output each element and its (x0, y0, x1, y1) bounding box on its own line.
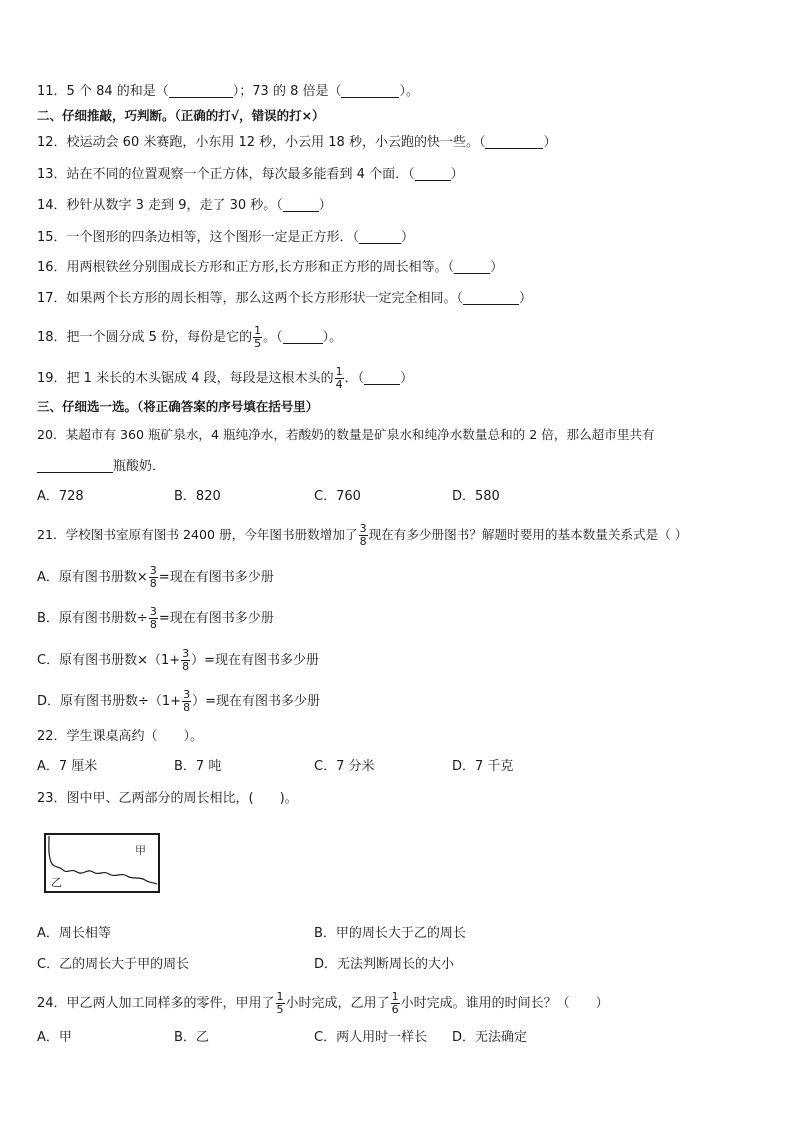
answer-blank[interactable] (37, 459, 113, 473)
question-14: 14．秒针从数字 3 走到 9，走了 30 秒。（ ） (37, 198, 332, 213)
option-c[interactable]: C．两人用时一样长 (314, 1030, 428, 1045)
answer-blank[interactable] (283, 330, 323, 344)
option-b[interactable]: B．7 吨 (174, 759, 222, 774)
answer-blank[interactable] (341, 84, 399, 98)
option-b[interactable]: B．原有图书册数÷ $\frac{3}{8}$ =现在有图书多少册 (37, 605, 274, 631)
answer-blank[interactable] (463, 291, 519, 305)
answer-blank[interactable] (283, 198, 319, 212)
question-22: 22．学生课桌高约（ ）。 (37, 729, 204, 744)
option-a[interactable]: A．728 (37, 489, 84, 504)
option-c[interactable]: C．乙的周长大于甲的周长 (37, 957, 190, 972)
answer-blank[interactable] (415, 167, 451, 181)
question-11: 11．5 个 84 的和是（ ）；73 的 8 倍是（ ）。 (37, 84, 419, 99)
question-20-continued: 瓶酸奶． (37, 458, 165, 476)
option-d[interactable]: D．原有图书册数÷（1+ $\frac{3}{8}$ ）=现在有图书多少册 (37, 688, 320, 714)
option-a[interactable]: A．7 厘米 (37, 759, 98, 774)
question-16: 16．用两根铁丝分别围成长方形和正方形,长方形和正方形的周长相等。（ ） (37, 260, 504, 275)
option-c[interactable]: C．原有图书册数×（1+ $\frac{3}{8}$ ）=现在有图书多少册 (37, 647, 320, 673)
question-19: 19．把 1 米长的木头锯成 4 段，每段是这根木头的 $\frac{1}{4}$ ．（ ） (37, 365, 414, 391)
question-12: 12．校运动会 60 米赛跑，小东用 12 秒，小云用 18 秒，小云跑的快一些。（ ） (37, 135, 557, 150)
option-d[interactable]: D．无法判断周长的大小 (314, 957, 455, 972)
option-d[interactable]: D．580 (452, 489, 500, 504)
perimeter-figure (43, 832, 161, 894)
question-24: 24．甲乙两人加工同样多的零件，甲用了 $\frac{1}{5}$ 小时完成，乙用了 $\frac{1}{6}$ 小时完成。谁用的时间长？（ ） (37, 990, 609, 1016)
question-21: 21．学校图书室原有图书 2400 册，今年图书册数增加了 $\frac{3}{8}$ 现在有多少册图书？解题时要用的基本数量关系式是（ ） (37, 522, 688, 548)
fraction: $\frac{1}{5}$ (276, 990, 284, 1016)
question-18: 18．把一个圆分成 5 份，每份是它的 $\frac{1}{5}$ 。（ ）。 (37, 324, 343, 350)
option-d[interactable]: D．无法确定 (452, 1030, 528, 1045)
option-d[interactable]: D．7 千克 (452, 759, 514, 774)
answer-blank[interactable] (169, 84, 233, 98)
fraction: $\frac{1}{5}$ (254, 324, 262, 350)
section-3-heading: 三、仔细选一选。（将正确答案的序号填在括号里） (37, 399, 319, 414)
answer-blank[interactable] (359, 230, 401, 244)
question-13: 13．站在不同的位置观察一个正方体，每次最多能看到 4 个面．（ ） (37, 167, 464, 182)
fraction: $\frac{1}{4}$ (335, 365, 343, 391)
section-2-heading: 二、仔细推敲，巧判断。（正确的打√，错误的打×） (37, 108, 325, 123)
question-17: 17．如果两个长方形的周长相等，那么这两个长方形形状一定完全相同。（ ） (37, 291, 533, 306)
option-b[interactable]: B．820 (174, 489, 221, 504)
question-15: 15．一个图形的四条边相等，这个图形一定是正方形．（ ） (37, 230, 415, 245)
fraction: $\frac{3}{8}$ (149, 564, 157, 590)
option-b[interactable]: B．甲的周长大于乙的周长 (314, 926, 466, 941)
label-yi: 乙 (51, 876, 62, 889)
perimeter-figure-drawing (43, 832, 161, 894)
answer-blank[interactable] (364, 371, 400, 385)
option-a[interactable]: A．甲 (37, 1030, 72, 1045)
option-c[interactable]: C．7 分米 (314, 759, 375, 774)
fraction: $\frac{1}{6}$ (391, 990, 399, 1016)
question-23: 23．图中甲、乙两部分的周长相比，( )。 (37, 791, 298, 806)
answer-blank[interactable] (454, 260, 490, 274)
option-c[interactable]: C．760 (314, 489, 361, 504)
fraction: $\frac{3}{8}$ (359, 522, 367, 548)
label-jia: 甲 (135, 844, 146, 857)
fraction: $\frac{3}{8}$ (149, 605, 157, 631)
question-20: 20．某超市有 360 瓶矿泉水，4 瓶纯净水，若酸奶的数量是矿泉水和纯净水数量总和的 2 倍，那么超市里共有 (37, 427, 655, 442)
option-a[interactable]: A．周长相等 (37, 926, 111, 941)
answer-blank[interactable] (485, 135, 543, 149)
option-b[interactable]: B．乙 (174, 1030, 209, 1045)
fraction: $\frac{3}{8}$ (182, 647, 190, 673)
fraction: $\frac{3}{8}$ (183, 688, 191, 714)
option-a[interactable]: A．原有图书册数× $\frac{3}{8}$ =现在有图书多少册 (37, 564, 274, 590)
